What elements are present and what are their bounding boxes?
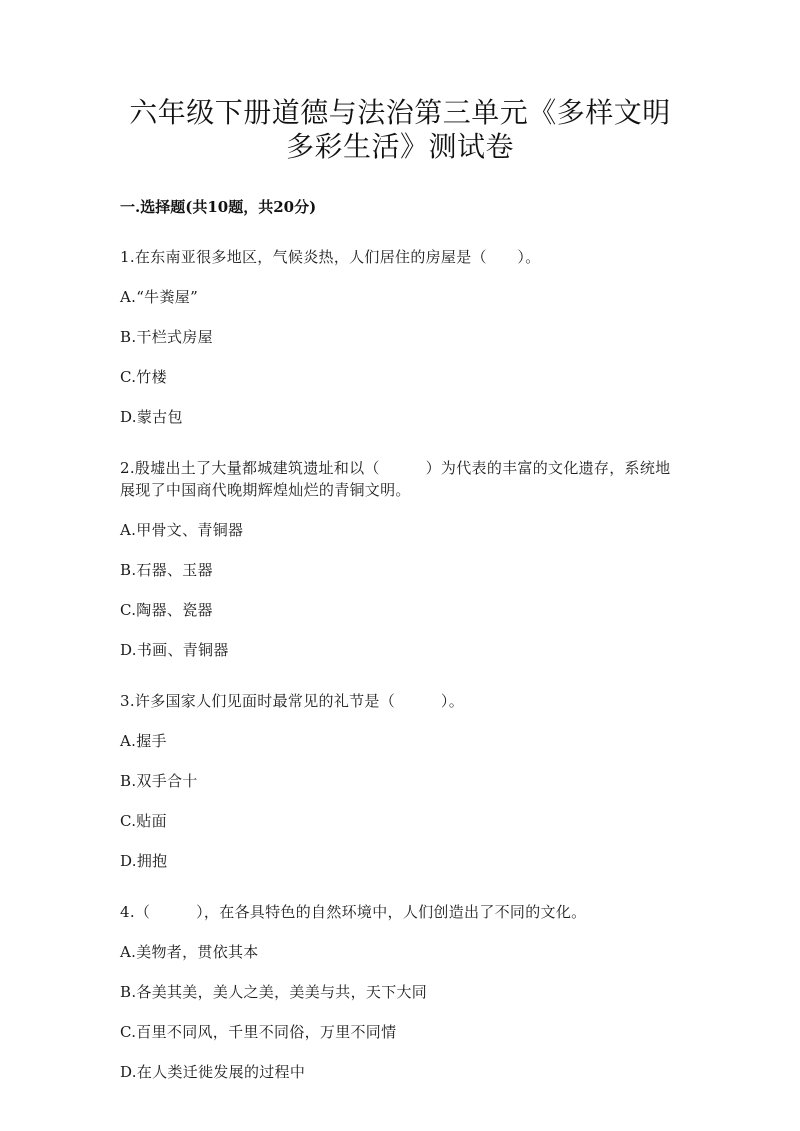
- question-2: [120, 457, 680, 661]
- option-a: A.美物者，贯依其本: [120, 943, 259, 961]
- option-c: C.竹楼: [120, 368, 167, 386]
- option-a: A.“牛粪屋”: [120, 288, 199, 306]
- section-heading-multiple-choice: 一.选择题(共10题，共20分): [120, 198, 317, 216]
- option-d: D.在人类迁徙发展的过程中: [120, 1063, 306, 1081]
- question-stem: 3.许多国家人们见面时最常见的礼节是（ ）。: [120, 692, 465, 710]
- exam-title: 六年级下册道德与法治第三单元《多样文明 多彩生活》测试卷: [129, 96, 671, 163]
- option-list: [120, 519, 680, 661]
- option-c: C.贴面: [120, 812, 167, 830]
- option-b: B.干栏式房屋: [120, 328, 213, 346]
- option-b: B.双手合十: [120, 772, 198, 790]
- option-a: A.甲骨文、青铜器: [120, 521, 244, 539]
- option-b: B.各美其美，美人之美，美美与共，天下大同: [120, 983, 428, 1001]
- option-c: C.百里不同风，千里不同俗，万里不同情: [120, 1023, 397, 1041]
- option-a: A.握手: [120, 732, 167, 750]
- question-stem: 1.在东南亚很多地区，气候炎热，人们居住的房屋是（ ）。: [120, 248, 541, 266]
- option-d: D.书画、青铜器: [120, 641, 229, 659]
- question-stem: 4.（ ），在各具特色的自然环境中，人们创造出了不同的文化。: [120, 903, 587, 921]
- option-list: [120, 941, 680, 1083]
- option-list: [120, 730, 680, 872]
- question-1: [120, 246, 680, 428]
- option-d: D.拥抱: [120, 852, 168, 870]
- option-d: D.蒙古包: [120, 408, 183, 426]
- option-list: [120, 286, 680, 428]
- question-4: [120, 901, 680, 1083]
- question-3: [120, 690, 680, 872]
- option-b: B.石器、玉器: [120, 561, 213, 579]
- question-stem: 2.殷墟出土了大量都城建筑遗址和以（ ）为代表的丰富的文化遗存，系统地展现了中国商代晚期辉煌灿烂的青铜文明。: [120, 459, 671, 499]
- option-c: C.陶器、瓷器: [120, 601, 213, 619]
